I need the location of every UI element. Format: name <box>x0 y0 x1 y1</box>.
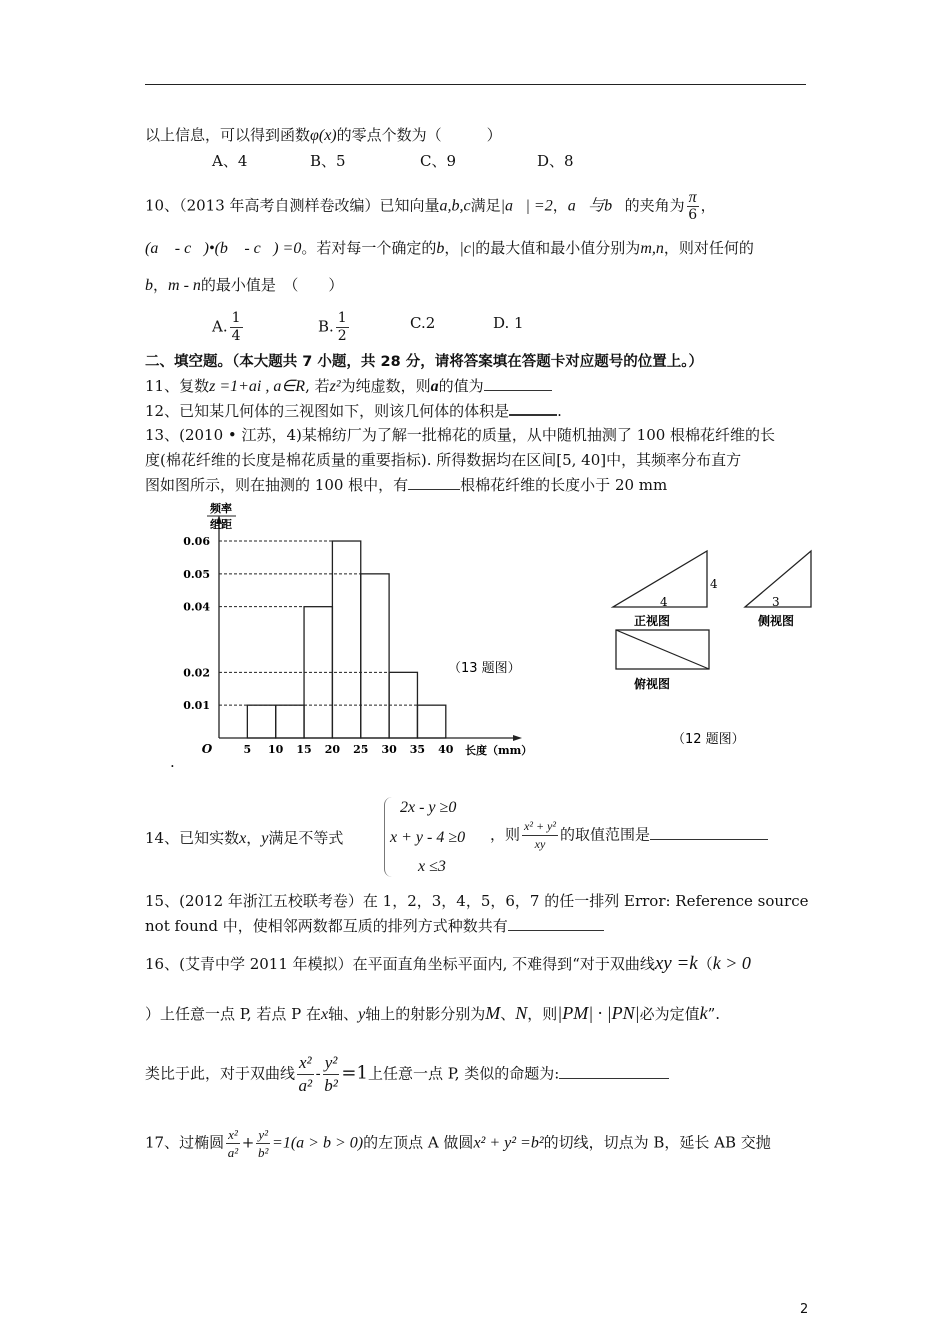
page-number: 2 <box>800 1302 809 1317</box>
q10-line1 <box>145 189 716 224</box>
x-axis-arrow-icon <box>513 735 522 741</box>
math: xy =k <box>654 953 698 974</box>
q9-option-b: B、5 <box>310 152 346 170</box>
text: 的左顶点 A 做圆 <box>363 1133 474 1152</box>
text: 16、(艾青中学 2011 年模拟）在平面直角坐标平面内, 不难得到“对于双曲线 <box>145 955 655 973</box>
math: =1 <box>341 1062 368 1084</box>
text: ， <box>444 239 460 257</box>
q11 <box>145 376 552 397</box>
math: N <box>515 1003 528 1023</box>
q16-line3 <box>145 1052 669 1097</box>
numerator: 1 <box>337 310 347 326</box>
histogram-bar <box>332 541 360 738</box>
text: ， <box>153 276 169 294</box>
x-tick-label: 5 <box>243 743 252 756</box>
fraction <box>230 310 243 345</box>
q9-option-d: D、8 <box>537 152 574 170</box>
q15-line1: 15、(2012 年浙江五校联考卷）在 1，2，3，4，5，6，7 的任一排列 Error: Reference source <box>145 892 809 910</box>
text: 类比于此，对于双曲线 <box>145 1064 296 1083</box>
histogram-bar <box>276 705 304 738</box>
math: φ(x) <box>310 127 337 144</box>
q14 <box>145 828 343 849</box>
text: 的零点个数为（ ） <box>336 126 502 144</box>
text: 17、过椭圆 <box>145 1133 225 1152</box>
histogram-bar <box>417 705 445 738</box>
text: 满足不等式 <box>268 829 344 847</box>
q15-line2 <box>145 916 604 936</box>
denominator: xy <box>534 837 546 851</box>
numerator: x² <box>228 1127 238 1142</box>
histogram-bar <box>361 574 389 738</box>
answer-blank[interactable] <box>559 1064 669 1079</box>
inequality-3: x ≤3 <box>418 858 446 875</box>
q10-option-b <box>318 310 351 345</box>
answer-blank[interactable] <box>509 400 557 416</box>
text: 的切线，切点为 B，延长 AB 交抛 <box>543 1133 771 1152</box>
q9-stem <box>145 125 502 146</box>
text: 14、已知实数 <box>145 829 240 847</box>
denominator: b² <box>257 1145 269 1160</box>
figure-caption: （12 题图） <box>672 732 745 747</box>
text: . <box>557 402 562 420</box>
text: 必为定值 <box>639 1005 700 1023</box>
stray-dot: . <box>170 753 175 771</box>
math: b <box>145 277 153 294</box>
text: ， <box>700 196 716 215</box>
text: not found 中，使相邻两数都互质的排列方式种数共有 <box>145 917 508 935</box>
answer-blank[interactable] <box>508 916 604 931</box>
y-label-numerator: 频率 <box>210 502 232 515</box>
math: z =1+ai , a∈R <box>209 378 306 395</box>
q10-line2 <box>145 238 754 259</box>
text: 以上信息，可以得到函数 <box>145 126 311 144</box>
text: ”. <box>707 1005 721 1023</box>
math: |PM| · |PN| <box>557 1003 640 1023</box>
text: 的夹角为 <box>624 196 685 215</box>
chart-caption: （13 题图） <box>448 661 521 676</box>
y-tick-label: 0.04 <box>183 600 210 614</box>
text: 10、（2013 年高考自测样卷改编）已知向量 <box>145 196 440 215</box>
text: 。若对每一个确定的 <box>301 239 437 257</box>
text: 、 <box>500 1005 516 1023</box>
fraction <box>522 818 558 853</box>
math: M <box>485 1003 501 1023</box>
text: ， <box>552 196 568 215</box>
q16-line2 <box>145 1003 720 1025</box>
fraction <box>226 1126 240 1161</box>
y-tick-label: 0.01 <box>183 699 210 713</box>
math: k <box>699 1003 708 1023</box>
y-tick-label: 0.02 <box>183 666 210 680</box>
q9-option-a: A、4 <box>212 152 248 170</box>
numerator: 1 <box>231 310 241 326</box>
text: 的取值范围是 <box>559 825 650 844</box>
numerator: y² <box>258 1127 269 1142</box>
y-tick-label: 0.05 <box>183 567 210 581</box>
math: |c| <box>459 240 476 257</box>
fraction <box>323 1052 340 1097</box>
three-views-figure <box>600 540 830 760</box>
text: 的值为 <box>438 377 484 395</box>
y-tick-label: 0.06 <box>183 535 210 549</box>
math: x² + y² =b² <box>473 1134 544 1152</box>
q10-option-d: D. 1 <box>493 314 524 332</box>
text: 上任意一点 P, 类似的命题为: <box>367 1064 560 1083</box>
text: ，则 <box>490 825 521 844</box>
text: 的最大值和最小值分别为 <box>475 239 641 257</box>
inequality-2: x + y - 4 ≥0 <box>390 829 466 846</box>
y-label-denominator: 组距 <box>210 518 232 531</box>
x-tick-label: 40 <box>438 743 454 756</box>
side-width-label: 3 <box>772 595 780 609</box>
math: (a⃗ - c⃗)•(b⃗ - c⃗) =0 <box>145 240 302 257</box>
header-rule <box>145 84 806 85</box>
denominator: b² <box>324 1076 338 1095</box>
math: a <box>430 378 439 395</box>
histogram-chart <box>170 500 540 770</box>
math: - <box>315 1064 321 1083</box>
q13-line3 <box>145 475 667 495</box>
x-axis-label: 长度（mm） <box>465 744 533 757</box>
histogram-bar <box>247 705 275 738</box>
numerator: π <box>688 189 697 206</box>
front-view-label: 正视图 <box>634 614 671 628</box>
histogram-bar <box>389 672 417 738</box>
text: 11、复数 <box>145 377 210 395</box>
math: a⃗与b⃗ <box>567 197 625 215</box>
fraction <box>687 189 699 224</box>
q13-line1: 13、(2010 • 江苏，4)某棉纺厂为了解一批棉花的质量，从中随机抽测了 100 根棉花纤维的长 <box>145 426 776 444</box>
text: ）上任意一点 P, 若点 P 在 <box>145 1005 321 1023</box>
top-view-label: 俯视图 <box>634 677 671 691</box>
answer-blank[interactable] <box>650 825 768 840</box>
q9-option-c: C、9 <box>420 152 457 170</box>
x-tick-label: 25 <box>353 743 369 756</box>
denominator: a² <box>227 1145 239 1160</box>
inequality-1: 2x - y ≥0 <box>400 799 457 816</box>
denominator: a² <box>298 1076 313 1095</box>
answer-blank[interactable] <box>408 475 460 490</box>
denominator: 2 <box>337 328 347 344</box>
text: ，则对任何的 <box>663 239 754 257</box>
fraction <box>297 1052 314 1097</box>
fraction <box>336 310 349 345</box>
side-view-label: 侧视图 <box>758 614 795 628</box>
answer-blank[interactable] <box>484 376 552 391</box>
text: 满足 <box>470 196 501 215</box>
text: （ <box>697 955 713 973</box>
math: b <box>436 240 445 257</box>
math: k > 0 <box>712 953 751 973</box>
text: 图如图所示，则在抽测的 100 根中，有 <box>145 476 409 494</box>
fraction <box>256 1126 270 1161</box>
text: 12、已知某几何体的三视图如下，则该几何体的体积是 <box>145 402 510 420</box>
top-view-diagonal <box>616 630 709 669</box>
math: m - n <box>168 277 201 294</box>
origin-label: O <box>201 742 213 756</box>
q10-option-c: C.2 <box>410 314 436 332</box>
numerator: y² <box>323 1052 340 1075</box>
math: x <box>239 830 247 847</box>
math: |a⃗| =2 <box>500 197 553 215</box>
label: B. <box>318 317 334 336</box>
text: 轴上的射影分别为 <box>365 1005 486 1023</box>
x-tick-label: 10 <box>268 743 284 756</box>
math: + <box>241 1133 255 1152</box>
section-heading: 二、填空题。（本大题共 7 小题，共 28 分，请将答案填在答题卡对应题号的位置上。） <box>145 354 703 370</box>
math: y <box>358 1006 366 1023</box>
text: 为纯虚数，则 <box>340 377 431 395</box>
text: ，则 <box>527 1005 558 1023</box>
q16-line1 <box>145 953 751 974</box>
math: y <box>261 830 269 847</box>
math: a,b,c <box>439 197 471 215</box>
math: x <box>321 1006 329 1023</box>
text: 轴、 <box>328 1005 359 1023</box>
x-tick-label: 15 <box>296 743 312 756</box>
math: m,n <box>640 240 664 257</box>
math: =1(a > b > 0) <box>272 1134 364 1152</box>
denominator: 6 <box>688 207 698 223</box>
q10-option-a <box>212 310 245 345</box>
x-tick-label: 20 <box>324 743 341 756</box>
x-tick-label: 30 <box>381 743 397 756</box>
denominator: 4 <box>231 328 241 344</box>
numerator: x² + y² <box>522 818 558 836</box>
histogram-bar <box>304 607 332 738</box>
x-tick-label: 35 <box>409 743 426 756</box>
q12 <box>145 400 562 421</box>
front-height-label: 4 <box>710 577 718 591</box>
front-width-label: 4 <box>660 595 668 609</box>
text: , 若 <box>305 377 330 395</box>
text: 的最小值是 （ ） <box>200 276 344 294</box>
label: A. <box>212 317 228 336</box>
q13-line2: 度(棉花纤维的长度是棉花质量的重要指标). 所得数据均在区间[5, 40]中，其频率分布直方 <box>145 451 742 469</box>
math: z² <box>329 378 341 395</box>
q10-line3 <box>145 275 343 296</box>
numerator: x² <box>297 1052 314 1075</box>
text: 根棉花纤维的长度小于 20 mm <box>460 476 668 494</box>
q14-tail <box>490 818 768 853</box>
text: ， <box>246 829 262 847</box>
q17 <box>145 1126 771 1161</box>
